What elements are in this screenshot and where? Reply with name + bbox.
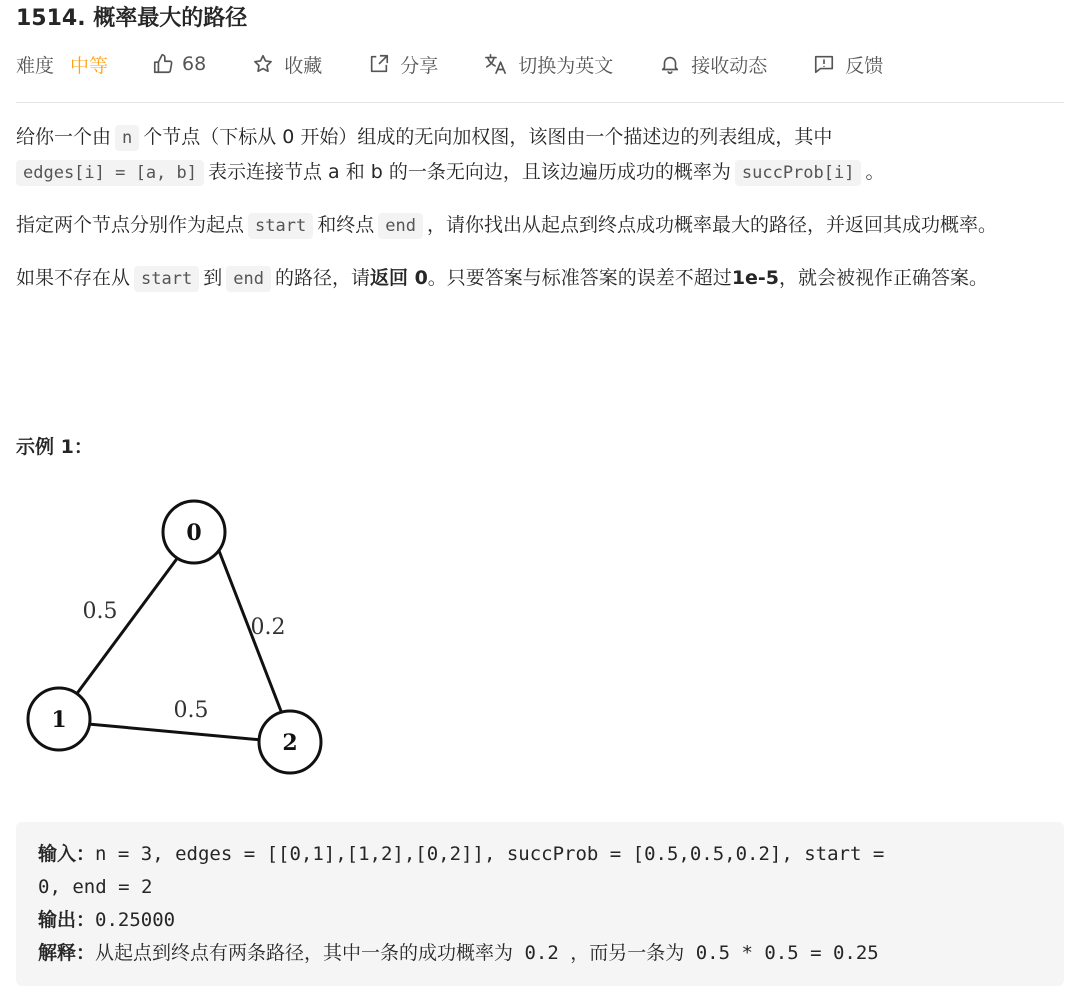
switch-language-button[interactable] — [484, 51, 613, 78]
like-count: 68 — [182, 53, 207, 75]
difficulty-value: 中等 — [70, 54, 109, 77]
node-label: 0 — [186, 520, 202, 546]
output-value: 0.25000 — [95, 909, 176, 931]
explanation-text: 从起点到终点有两条路径，其中一条的成功概率为 — [95, 942, 514, 964]
share-label: 分享 — [400, 54, 439, 77]
text: 给你一个由 — [16, 126, 112, 148]
text: 和终点 — [317, 214, 375, 236]
feedback-icon — [813, 53, 835, 75]
example-explanation-line — [38, 937, 1042, 970]
example-graph-diagram — [0, 480, 360, 800]
problem-title: 1514. 概率最大的路径 — [16, 6, 248, 31]
edge-label: 0.5 — [173, 698, 209, 723]
text: 。 — [865, 161, 885, 183]
star-icon — [252, 53, 274, 75]
bold-text: 返回 0 — [369, 267, 428, 289]
switch-language-label: 切换为英文 — [518, 54, 614, 77]
feedback-label: 反馈 — [845, 54, 884, 77]
collect-button[interactable] — [252, 51, 322, 78]
feedback-button[interactable] — [813, 51, 883, 78]
explanation-value: 0.5 * 0.5 = 0.25 — [684, 942, 879, 964]
text: 指定两个节点分别作为起点 — [16, 214, 245, 236]
difficulty-label: 难度 — [16, 54, 55, 77]
inline-code: n — [115, 125, 139, 151]
inline-code: succProb[i] — [735, 160, 862, 186]
example-block — [16, 822, 1064, 986]
inline-code: start — [134, 266, 199, 292]
problem-toolbar — [16, 48, 883, 80]
text: 到 — [203, 267, 223, 289]
example-input-line — [38, 838, 1042, 871]
node-label: 1 — [51, 707, 67, 733]
explanation-text: ，而另一条为 — [570, 942, 685, 964]
inline-code: edges[i] = [a, b] — [16, 160, 204, 186]
inline-code: start — [248, 213, 313, 239]
notify-button[interactable] — [659, 51, 767, 78]
explanation-value: 0.2 — [513, 942, 571, 964]
explanation-label: 解释： — [38, 942, 96, 964]
text: 表示连接节点 a 和 b 的一条无向边，且该边遍历成功的概率为 — [208, 161, 731, 183]
graph-edge-1-2 — [88, 724, 262, 740]
example-input-continued: 0, end = 2 — [38, 876, 153, 898]
share-icon — [368, 53, 390, 75]
edge-label: 0.2 — [250, 615, 286, 640]
bold-text: 1e-5 — [731, 267, 780, 289]
text: 如果不存在从 — [16, 267, 131, 289]
output-label: 输出： — [38, 909, 96, 931]
divider — [16, 102, 1064, 103]
example-output-line — [38, 904, 1042, 937]
text: ，请你找出从起点到终点成功概率最大的路径，并返回其成功概率。 — [426, 214, 997, 236]
node-label: 2 — [282, 730, 298, 756]
text: 。只要答案与标准答案的误差不超过 — [427, 267, 732, 289]
bell-icon — [659, 53, 681, 75]
thumbs-up-icon — [152, 53, 174, 75]
edge-label: 0.5 — [82, 599, 118, 624]
collect-label: 收藏 — [284, 54, 323, 77]
example-title: 示例 1： — [16, 436, 93, 458]
share-button[interactable] — [368, 51, 438, 78]
input-value: n = 3, edges = [[0,1],[1,2],[0,2]], succProb = [0.5,0.5,0.2], start = — [95, 843, 885, 865]
like-button[interactable] — [152, 53, 206, 75]
difficulty — [16, 51, 108, 78]
description-paragraph-1 — [16, 120, 1064, 190]
input-label: 输入： — [38, 843, 96, 865]
text: ，就会被视作正确答案。 — [779, 267, 989, 289]
description-paragraph-2 — [16, 208, 1064, 243]
notify-label: 接收动态 — [691, 54, 768, 77]
graph-edge-0-1 — [64, 537, 193, 711]
description-paragraph-3 — [16, 261, 1064, 296]
text: 个节点（下标从 0 开始）组成的无向加权图，该图由一个描述边的列表组成，其中 — [143, 126, 833, 148]
text: 的路径，请 — [274, 267, 370, 289]
problem-description — [16, 120, 1064, 314]
inline-code: end — [226, 266, 271, 292]
translate-icon — [484, 53, 508, 75]
inline-code: end — [378, 213, 423, 239]
